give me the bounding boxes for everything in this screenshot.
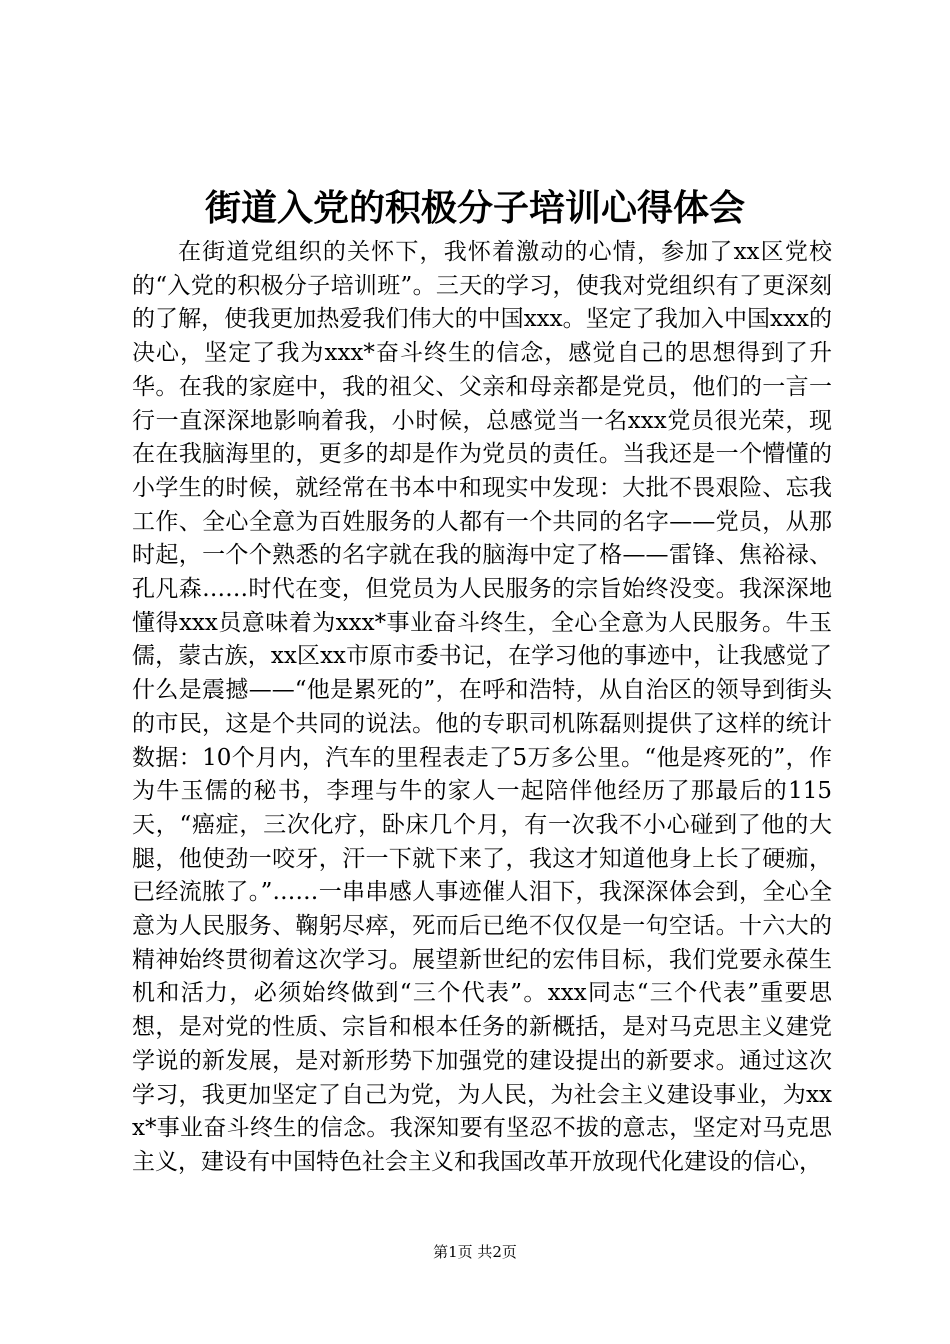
document-title: 街道入党的积极分子培训心得体会 (204, 187, 745, 229)
document-body-paragraph: 在街道党组织的关怀下，我怀着激动的心情，参加了xx区党校的“入党的积极分子培训班”。三天的学习，使我对党组织有了更深刻的了解，使我更加热爱我们伟大的中国xxx。坚定了我加入中国xxx的决心，坚定了我为xxx*奋斗终生的信念，感觉自己的思想得到了升华。在我的家庭中，我的祖父、父亲和母亲都是党员，他们的一言一行一直深深地影响着我，小时候，总感觉当一名xxx党员很光荣，现在在我脑海里的，更多的却是作为党员的责任。当我还是一个懵懂的小学生的时候，就经常在书本中和现实中发现：大批不畏艰险、忘我工作、全心全意为百姓服务的人都有一个共同的名字——党员，从那时起，一个个熟悉的名字就在我的脑海中定了格——雷锋、焦裕禄、孔凡森……时代在变，但党员为人民服务的宗旨始终没变。我深深地懂得xxx员意味着为xxx*事业奋斗终生，全心全意为人民服务。牛玉儒，蒙古族，xx区xx市原市委书记，在学习他的事迹中，让我感觉了什么是震撼——“他是累死的”，在呼和浩特，从自治区的领导到街头的市民，这是个共同的说法。他的专职司机陈磊则提供了这样的统计数据：10个月内，汽车的里程表走了5万多公里。“他是疼死的”，作为牛玉儒的秘书，李理与牛的家人一起陪伴他经历了那最后的115天，“癌症，三次化疗，卧床几个月，有一次我不小心碰到了他的大腿，他使劲一咬牙，汗一下就下来了，我这才知道他身上长了硬痂，已经流脓了。”……一串串感人事迹催人泪下，我深深体会到，全心全意为人民服务、鞠躬尽瘁，死而后已绝不仅仅是一句空话。十六大的精神始终贯彻着这次学习。展望新世纪的宏伟目标，我们党要永葆生机和活力，必须始终做到“三个代表”。xxx同志“三个代表”重要思想，是对党的性质、宗旨和根本任务的新概括，是对马克思主义建党学说的新发展，是对新形势下加强党的建设提出的新要求。通过这次学习，我更加坚定了自己为党，为人民，为社会主义建设事业，为xxx*事业奋斗终生的信念。我深知要有坚忍不拔的意志，坚定对马克思主义，建设有中国特色社会主义和我国改革开放现代化建设的信心， (132, 239, 832, 1175)
page-footer: 第1页 共2页 (433, 1243, 517, 1261)
